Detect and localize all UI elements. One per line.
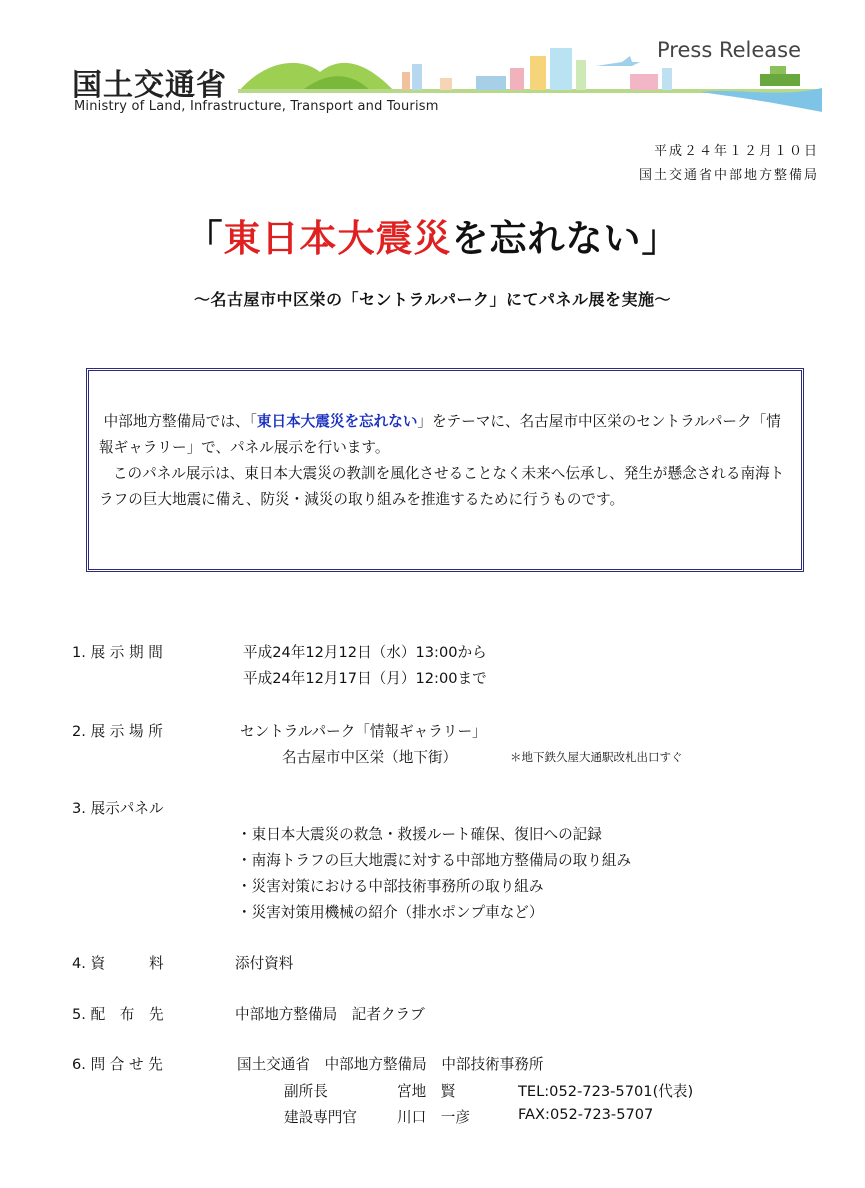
place-address: 名古屋市中区栄（地下街）	[282, 749, 458, 766]
title-open-bracket: 「	[185, 217, 224, 260]
materials-value: 添付資料	[235, 955, 294, 972]
distribution-label: 5. 配 布 先	[72, 1006, 164, 1023]
contact-label: 6. 問 合 せ 先	[72, 1056, 163, 1073]
summary-p1-highlight: 東日本大震災を忘れない	[256, 413, 418, 430]
contact-2-name: 川口 一彦	[397, 1109, 470, 1126]
summary-box	[86, 368, 804, 572]
period-start: 平成24年12月12日（水）13:00から	[243, 644, 487, 661]
materials-label: 4. 資 料	[72, 955, 164, 972]
contact-2-role: 建設専門官	[284, 1109, 357, 1126]
panel-item: ・南海トラフの巨大地震に対する中部地方整備局の取り組み	[237, 852, 632, 869]
ministry-name-en: Ministry of Land, Infrastructure, Transport and Tourism	[74, 99, 439, 114]
contact-tel: TEL:052-723-5701(代表)	[518, 1083, 694, 1100]
contact-organization: 国土交通省 中部地方整備局 中部技術事務所	[237, 1056, 544, 1073]
summary-paragraph-2	[99, 461, 793, 513]
ministry-name-jp: 国土交通省	[72, 68, 227, 103]
distribution-value: 中部地方整備局 記者クラブ	[235, 1006, 425, 1023]
page-title	[0, 208, 865, 262]
title-red-part: 東日本大震災	[223, 217, 452, 260]
page-subtitle: ～名古屋市中区栄の「セントラルパーク」にてパネル展を実施～	[194, 290, 671, 309]
period-label: 1. 展 示 期 間	[72, 644, 163, 661]
place-label: 2. 展 示 場 所	[72, 723, 163, 740]
date-block	[639, 140, 819, 188]
release-date: 平成２４年１２月１０日	[653, 144, 819, 159]
contact-1-name: 宮地 賢	[397, 1083, 456, 1100]
issuing-office: 国土交通省中部地方整備局	[638, 168, 819, 183]
panels-label: 3. 展示パネル	[72, 800, 164, 817]
period-end: 平成24年12月17日（月）12:00まで	[243, 670, 487, 687]
panel-item: ・災害対策用機械の紹介（排水ポンプ車など）	[237, 904, 544, 921]
title-close-bracket: 」	[641, 217, 680, 260]
summary-p2: このパネル展示は、東日本大震災の教訓を風化させることなく未来へ伝承し、発生が懸念される南海トラフの巨大地震に備え、防災・減災の取り組みを推進するために行うものです。	[99, 465, 785, 508]
panel-item: ・東日本大震災の救急・救援ルート確保、復旧への記録	[237, 826, 602, 843]
panel-item: ・災害対策における中部技術事務所の取り組み	[237, 878, 544, 895]
contact-1-role: 副所長	[284, 1083, 328, 1100]
title-rest: を忘れない	[451, 217, 642, 260]
contact-fax: FAX:052-723-5707	[518, 1106, 654, 1123]
place-venue: セントラルパーク「情報ギャラリー」	[240, 723, 487, 740]
summary-p1-post: 」をテーマに、名古屋市中区栄のセントラルパーク「情報ギャラリー」で、パネル展示を行います。	[99, 413, 781, 456]
press-release-label: Press Release	[657, 38, 801, 62]
summary-p1-pre: 中部地方整備局では、「	[103, 413, 257, 430]
summary-paragraph-1	[99, 409, 793, 461]
summary-text	[99, 409, 793, 513]
place-access-note: ＊地下鉄久屋大通駅改札出口すぐ	[510, 750, 683, 764]
